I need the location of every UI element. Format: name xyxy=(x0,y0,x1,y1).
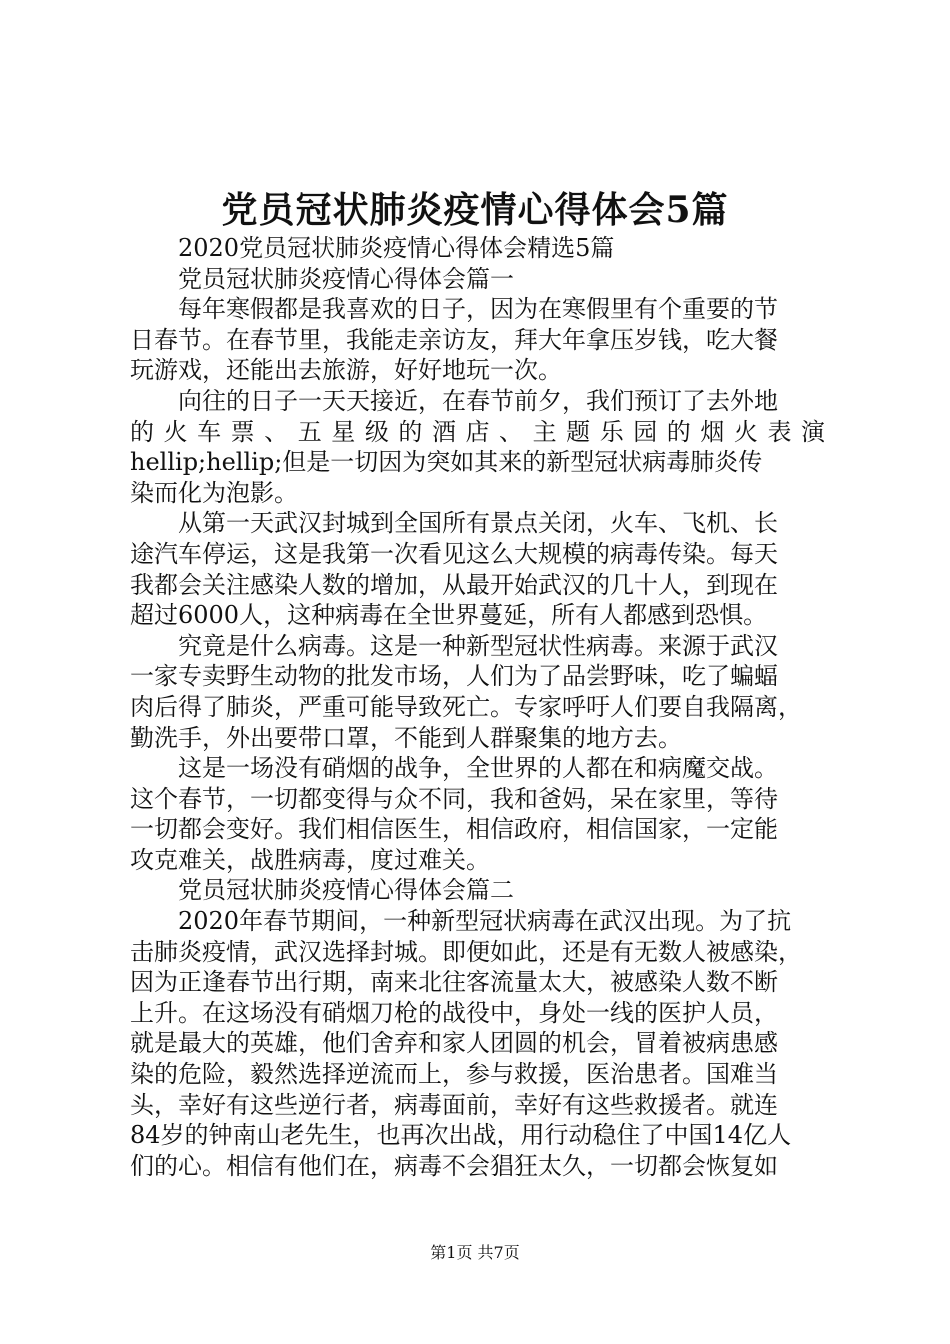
paragraph-line: 向往的日子一天天接近，在春节前夕，我们预订了去外地 xyxy=(178,386,778,415)
paragraph-line: 日春节。在春节里，我能走亲访友，拜大年拿压岁钱，吃大餐 xyxy=(130,325,778,354)
paragraph-line: 头，幸好有这些逆行者，病毒面前，幸好有这些救援者。就连 xyxy=(130,1090,778,1119)
paragraph-line: 一切都会变好。我们相信医生，相信政府，相信国家，一定能 xyxy=(130,815,778,844)
paragraph-line: 究竟是什么病毒。这是一种新型冠状性病毒。来源于武汉 xyxy=(178,631,778,660)
section-heading-1: 党员冠状肺炎疫情心得体会篇一 xyxy=(178,264,514,293)
paragraph-line: 每年寒假都是我喜欢的日子，因为在寒假里有个重要的节 xyxy=(178,295,778,324)
paragraph-line: 超过6000人，这种病毒在全世界蔓延，所有人都感到恐惧。 xyxy=(130,601,768,630)
paragraph-line: 攻克难关，战胜病毒，度过难关。 xyxy=(130,845,490,874)
section-heading-2: 党员冠状肺炎疫情心得体会篇二 xyxy=(178,876,514,905)
paragraph-line: 就是最大的英雄，他们舍弃和家人团圆的机会，冒着被病患感 xyxy=(130,1029,778,1058)
paragraph-line: 84岁的钟南山老先生，也再次出战，用行动稳住了中国14亿人 xyxy=(130,1121,792,1150)
paragraph-line: 勤洗手，外出要带口罩，不能到人群聚集的地方去。 xyxy=(130,723,682,752)
paragraph-line: 上升。在这场没有硝烟刀枪的战役中，身处一线的医护人员， xyxy=(130,998,778,1027)
paragraph-line: 一家专卖野生动物的批发市场，人们为了品尝野味，吃了蝙蝠 xyxy=(130,662,778,691)
paragraph-line: 这是一场没有硝烟的战争，全世界的人都在和病魔交战。 xyxy=(178,754,778,783)
paragraph-line: 染而化为泡影。 xyxy=(130,478,298,507)
subtitle-line: 2020党员冠状肺炎疫情心得体会精选5篇 xyxy=(178,234,615,262)
page-footer: 第1页 共7页 xyxy=(430,1243,520,1262)
paragraph-line: 的火车票、五星级的酒店、主题乐园的烟火表演 xyxy=(130,417,825,446)
paragraph-line: 玩游戏，还能出去旅游，好好地玩一次。 xyxy=(130,356,562,385)
paragraph-line: 肉后得了肺炎，严重可能导致死亡。专家呼吁人们要自我隔离， xyxy=(130,692,802,721)
paragraph-line: 击肺炎疫情，武汉选择封城。即便如此，还是有无数人被感染， xyxy=(130,937,802,966)
paragraph-line: hellip;hellip;但是一切因为突如其来的新型冠状病毒肺炎传 xyxy=(130,448,763,477)
paragraph-line: 2020年春节期间，一种新型冠状病毒在武汉出现。为了抗 xyxy=(178,907,792,936)
paragraph-line: 途汽车停运，这是我第一次看见这么大规模的病毒传染。每天 xyxy=(130,539,778,568)
paragraph-line: 从第一天武汉封城到全国所有景点关闭，火车、飞机、长 xyxy=(178,509,778,538)
paragraph-line: 染的危险，毅然选择逆流而上，参与救援，医治患者。国难当 xyxy=(130,1060,778,1089)
paragraph-line: 我都会关注感染人数的增加，从最开始武汉的几十人，到现在 xyxy=(130,570,778,599)
paragraph-line: 们的心。相信有他们在，病毒不会猖狂太久，一切都会恢复如 xyxy=(130,1151,778,1180)
document-body xyxy=(130,233,825,1181)
document-title: 党员冠状肺炎疫情心得体会5篇 xyxy=(221,189,729,231)
paragraph-line: 这个春节，一切都变得与众不同，我和爸妈，呆在家里，等待 xyxy=(130,784,778,813)
paragraph-line: 因为正逢春节出行期，南来北往客流量太大，被感染人数不断 xyxy=(130,968,778,997)
